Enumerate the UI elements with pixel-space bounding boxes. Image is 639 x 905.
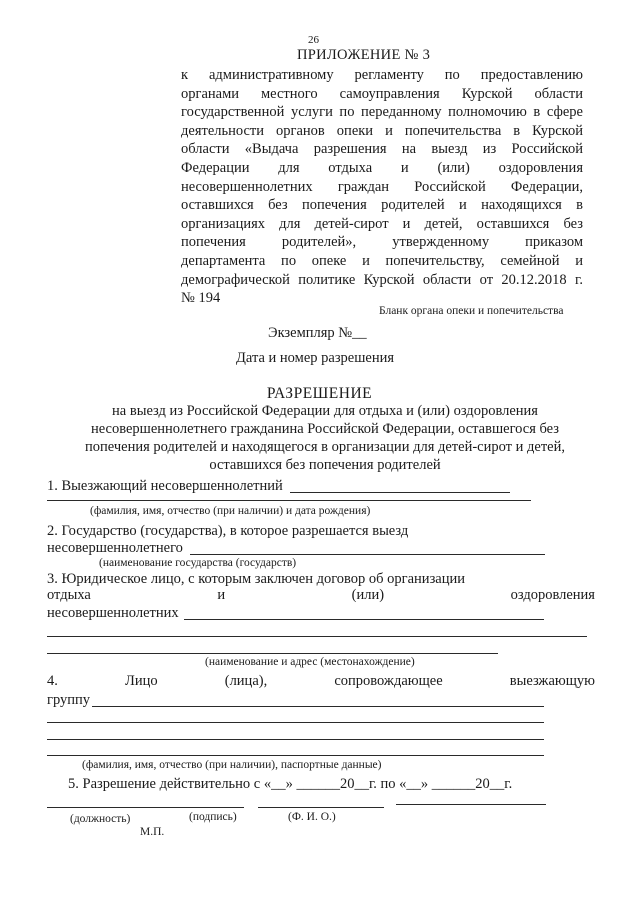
- field-2-hint: (наименование государства (государств): [99, 557, 297, 569]
- appendix-text: [181, 66, 583, 308]
- field-2-line-1: 2. Государство (государства), в которое разрешается выезд: [47, 523, 409, 539]
- field-4-input-line-3[interactable]: [47, 739, 544, 740]
- field-3-word: (или): [351, 587, 385, 603]
- appendix-line: № 194: [181, 290, 221, 307]
- field-2-label: несовершеннолетнего: [47, 540, 183, 556]
- field-1-label: 1. Выезжающий несовершеннолетний: [47, 478, 283, 494]
- field-3-input-line[interactable]: [184, 619, 544, 620]
- field-4-word: Лицо: [125, 673, 158, 689]
- appendix-line: организациях для детей-сирот и детей, оставшихся без: [181, 215, 583, 232]
- appendix-line: попечения родителей», утвержденному приказом: [181, 234, 583, 251]
- field-2-input-line[interactable]: [190, 554, 545, 555]
- appendix-line: демографической политике Курской области от 20.12.2018 г.: [181, 271, 583, 288]
- subtitle-line: оставшихся без попечения родителей: [209, 457, 441, 473]
- subtitle-line: на выезд из Российской Федерации для отдыха и (или) оздоровления: [112, 403, 538, 419]
- field-4-word: выезжающую: [509, 673, 595, 689]
- signature-caption: (подпись): [189, 811, 237, 823]
- field-4-word: (лица),: [224, 673, 268, 689]
- signature-sign-line[interactable]: [258, 807, 384, 808]
- document-subtitle: [40, 402, 610, 474]
- field-4-input-line-2[interactable]: [47, 722, 544, 723]
- field-3-line-2: [47, 587, 595, 604]
- field-3-input-line-2[interactable]: [47, 636, 587, 637]
- field-1-input-line[interactable]: [290, 492, 510, 493]
- date-number-label: Дата и номер разрешения: [236, 350, 395, 366]
- appendix-title: ПРИЛОЖЕНИЕ № 3: [297, 47, 431, 63]
- subtitle-line: несовершеннолетнего гражданина Российской Федерации, оставшегося без: [90, 421, 560, 437]
- field-3-word: оздоровления: [510, 587, 595, 603]
- appendix-line: оставшихся без попечения родителей и находящихся в: [181, 197, 583, 214]
- field-4-input-line[interactable]: [92, 706, 544, 707]
- field-4-label: группу: [47, 692, 91, 708]
- stamp-place: М.П.: [140, 826, 165, 838]
- field-4-word: сопровождающее: [334, 673, 443, 689]
- field-3-word: отдыха: [47, 587, 91, 603]
- field-5-validity: 5. Разрешение действительно с «__» ______20__г. по «__» ______20__г.: [68, 776, 513, 792]
- field-3-word: и: [217, 587, 226, 603]
- name-caption: (Ф. И. О.): [288, 811, 336, 823]
- position-sign-line[interactable]: [47, 807, 244, 808]
- field-3-input-line-3[interactable]: [47, 653, 498, 654]
- field-3-line-1: 3. Юридическое лицо, с которым заключен договор об организации: [47, 571, 466, 587]
- appendix-line: органами местного самоуправления Курской области: [181, 85, 583, 102]
- document-title: РАЗРЕШЕНИЕ: [266, 385, 373, 402]
- field-4-word: 4.: [47, 673, 58, 689]
- subtitle-line: попечения родителей и находящегося в организации для детей-сирот и детей,: [85, 439, 565, 455]
- field-4-hint: (фамилия, имя, отчество (при наличии), паспортные данные): [82, 759, 382, 771]
- blank-label: Бланк органа опеки и попечительства: [379, 305, 564, 317]
- page-number: 26: [308, 34, 319, 46]
- appendix-line: к административному регламенту по предоставлению: [181, 67, 583, 83]
- field-4-line-1: [47, 673, 595, 690]
- name-sign-line[interactable]: [396, 804, 546, 805]
- field-4-input-line-4[interactable]: [47, 755, 544, 756]
- appendix-line: несовершеннолетних граждан Российской Федерации,: [181, 178, 583, 195]
- appendix-line: области «Выдача разрешения на выезд из Российской: [181, 141, 583, 158]
- copy-number: Экземпляр №__: [268, 325, 367, 341]
- appendix-line: департамента по опеке и попечительству, семейной и: [181, 252, 583, 269]
- appendix-line: государственной услуги по переданному полномочию в сфере: [181, 104, 583, 121]
- field-3-hint: (наименование и адрес (местонахождение): [205, 656, 415, 668]
- field-1-hint: (фамилия, имя, отчество (при наличии) и дата рождения): [90, 505, 371, 517]
- appendix-line: деятельности органов опеки и попечительства в Курской: [181, 122, 583, 139]
- field-3-label: несовершеннолетних: [47, 605, 179, 621]
- position-caption: (должность): [70, 813, 131, 825]
- appendix-line: Федерации для отдыха и (или) оздоровления: [181, 159, 583, 176]
- field-1-input-line-2[interactable]: [47, 500, 531, 501]
